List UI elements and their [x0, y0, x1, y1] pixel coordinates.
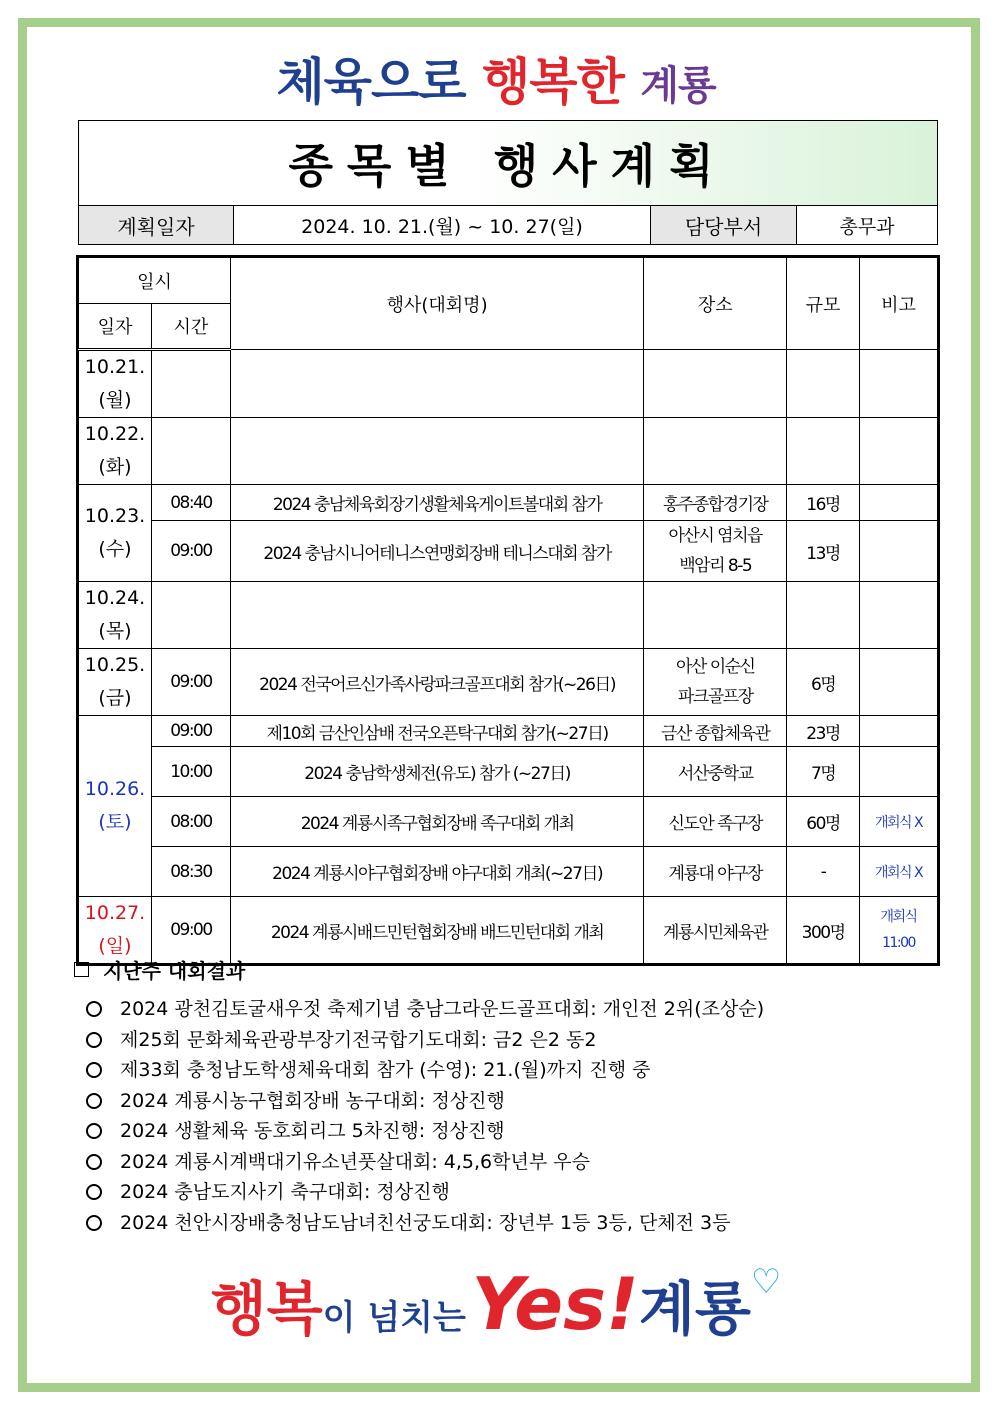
date-cell: 10.27. (일) — [79, 897, 152, 964]
slogan-part2: 행복한 — [482, 53, 624, 111]
remark-cell — [860, 485, 938, 521]
list-item: 제25회 문화체육관광부장기전국합기도대회: 금2 은2 동2 — [86, 1025, 934, 1056]
table-row — [79, 582, 938, 649]
table-row — [79, 350, 938, 418]
circle-bullet-icon — [86, 1001, 102, 1017]
place-cell: 계룡대 야구장 — [644, 847, 787, 897]
results-list — [74, 994, 934, 1238]
date-cell: 10.25. (금) — [79, 649, 152, 716]
remark-cell — [860, 716, 938, 747]
time-cell: 09:00 — [151, 897, 230, 964]
footer-slogan-logo — [0, 1262, 992, 1346]
footer-part4: 계룡 — [638, 1275, 751, 1343]
header-time: 시간 — [151, 304, 230, 350]
circle-bullet-icon — [86, 1062, 102, 1078]
table-row — [79, 716, 938, 747]
place-cell: 계룡시민체육관 — [644, 897, 787, 964]
list-item: 제33회 충청남도학생체육대회 참가 (수영): 21.(월)까지 진행 중 — [86, 1055, 934, 1086]
header-remark: 비고 — [860, 258, 938, 350]
header-place: 장소 — [644, 258, 787, 350]
time-cell: 08:00 — [151, 797, 230, 847]
header-event: 행사(대회명) — [230, 258, 643, 350]
event-cell: 2024 계룡시족구협회장배 족구대회 개최 — [230, 797, 643, 847]
footer-part2: 이 넘치는 — [322, 1298, 466, 1338]
event-cell: 제10회 금산인삼배 전국오픈탁구대회 참가(~27日) — [230, 716, 643, 747]
time-cell: 08:30 — [151, 847, 230, 897]
event-cell: 2024 충남학생체전(유도) 참가 (~27日) — [230, 747, 643, 797]
circle-bullet-icon — [86, 1184, 102, 1200]
title-table — [78, 120, 938, 245]
date-cell: 10.23. (수) — [79, 485, 152, 582]
scale-cell: - — [787, 847, 860, 897]
dept-value: 총무과 — [797, 206, 938, 245]
remark-cell — [860, 747, 938, 797]
circle-bullet-icon — [86, 1215, 102, 1231]
results-heading — [74, 955, 934, 984]
circle-bullet-icon — [86, 1154, 102, 1170]
table-row — [79, 649, 938, 716]
scale-cell: 7명 — [787, 747, 860, 797]
remark-cell — [860, 521, 938, 582]
scale-cell: 13명 — [787, 521, 860, 582]
table-row — [79, 418, 938, 485]
table-row — [79, 797, 938, 847]
list-item: 2024 천안시장배충청남도남녀친선궁도대회: 장년부 1등 3등, 단체전 3등 — [86, 1208, 934, 1239]
date-cell: 10.24. (목) — [79, 582, 152, 649]
table-row — [79, 521, 938, 582]
scale-cell: 23명 — [787, 716, 860, 747]
plan-date-label: 계획일자 — [79, 206, 234, 245]
list-item: 2024 광천김토굴새우젓 축제기념 충남그라운드골프대회: 개인전 2위(조상순) — [86, 994, 934, 1025]
header-scale: 규모 — [787, 258, 860, 350]
event-cell: 2024 충남시니어테니스연맹회장배 테니스대회 참가 — [230, 521, 643, 582]
table-row — [79, 847, 938, 897]
event-cell: 2024 전국어르신가족사랑파크골프대회 참가(~26日) — [230, 649, 643, 716]
time-cell: 08:40 — [151, 485, 230, 521]
place-cell: 홍주종합경기장 — [644, 485, 787, 521]
event-cell: 2024 계룡시배드민턴협회장배 배드민턴대회 개최 — [230, 897, 643, 964]
table-row — [79, 485, 938, 521]
list-item: 2024 계룡시계백대기유소년풋살대회: 4,5,6학년부 우승 — [86, 1147, 934, 1178]
circle-bullet-icon — [86, 1123, 102, 1139]
dept-label: 담당부서 — [651, 206, 797, 245]
slogan-part3: 계룡 — [640, 63, 716, 109]
checkbox-square-icon — [74, 962, 89, 977]
header-datetime: 일시 — [79, 258, 231, 304]
heart-icon: ♡ — [750, 1262, 782, 1302]
plan-date-value: 2024. 10. 21.(월) ~ 10. 27(일) — [234, 206, 651, 245]
place-cell: 서산중학교 — [644, 747, 787, 797]
remark-cell: 개회식 11:00 — [860, 897, 938, 964]
header-date: 일자 — [79, 304, 152, 350]
circle-bullet-icon — [86, 1093, 102, 1109]
place-cell: 금산 종합체육관 — [644, 716, 787, 747]
time-cell: 10:00 — [151, 747, 230, 797]
schedule-table — [78, 257, 938, 964]
time-cell: 09:00 — [151, 716, 230, 747]
time-cell: 09:00 — [151, 649, 230, 716]
remark-cell — [860, 649, 938, 716]
table-row — [79, 897, 938, 964]
scale-cell: 300명 — [787, 897, 860, 964]
scale-cell: 60명 — [787, 797, 860, 847]
date-cell: 10.21. (월) — [79, 350, 152, 418]
last-week-results — [74, 955, 934, 1238]
place-cell: 신도안 족구장 — [644, 797, 787, 847]
results-heading-text: 지난주 대회결과 — [103, 959, 246, 983]
page-title: 종목별 행사계획 — [79, 121, 938, 206]
remark-cell: 개회식 X — [860, 847, 938, 897]
list-item: 2024 생활체육 동호회리그 5차진행: 정상진행 — [86, 1116, 934, 1147]
scale-cell: 6명 — [787, 649, 860, 716]
slogan-part1: 체육으로 — [276, 53, 466, 111]
footer-part3: Yes! — [471, 1262, 639, 1346]
place-cell: 아산 이순신 파크골프장 — [644, 649, 787, 716]
date-cell: 10.26. (토) — [79, 716, 152, 897]
list-item: 2024 계룡시농구협회장배 농구대회: 정상진행 — [86, 1086, 934, 1117]
footer-part1: 행복 — [210, 1275, 323, 1343]
top-slogan-logo — [0, 42, 992, 114]
date-cell: 10.22. (화) — [79, 418, 152, 485]
event-cell: 2024 계룡시야구협회장배 야구대회 개최(~27日) — [230, 847, 643, 897]
scale-cell: 16명 — [787, 485, 860, 521]
remark-cell: 개회식 X — [860, 797, 938, 847]
circle-bullet-icon — [86, 1032, 102, 1048]
list-item: 2024 충남도지사기 축구대회: 정상진행 — [86, 1177, 934, 1208]
time-cell: 09:00 — [151, 521, 230, 582]
place-cell: 아산시 염치읍 백암리 8-5 — [644, 521, 787, 582]
event-cell: 2024 충남체육회장기생활체육게이트볼대회 참가 — [230, 485, 643, 521]
table-row — [79, 747, 938, 797]
